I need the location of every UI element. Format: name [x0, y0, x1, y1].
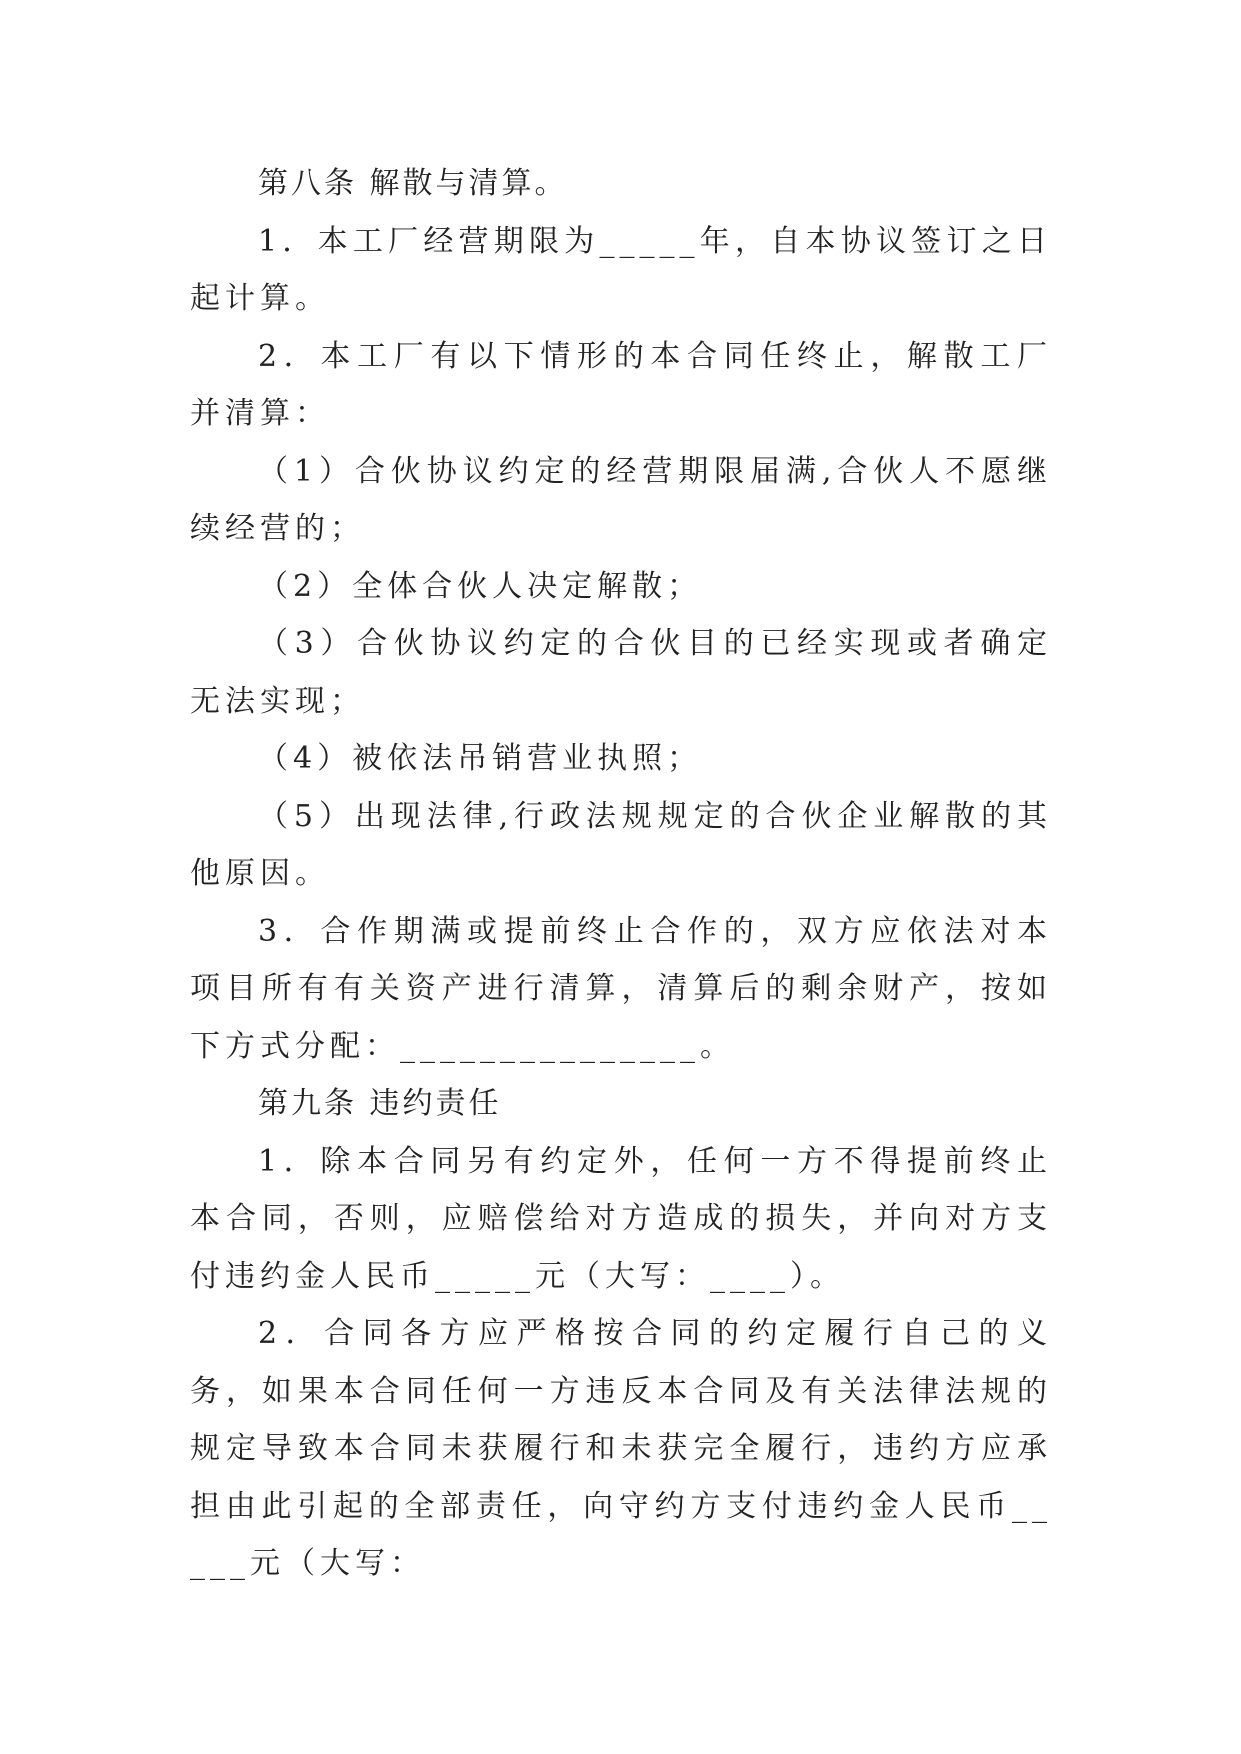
article-8-clause-3: 3．合作期满或提前终止合作的，双方应依法对本项目所有有关资产进行清算，清算后的剩余财产，按如下方式分配：_______________。 — [190, 913, 1052, 1064]
document-body — [190, 155, 1052, 1593]
article-9-title: 第九条 违约责任 — [258, 1086, 502, 1121]
article-8-clause-1: 1．本工厂经营期限为_____年，自本协议签订之日起计算。 — [190, 223, 1052, 316]
article-8-item-4: （4）被依法吊销营业执照； — [258, 741, 703, 776]
article-8-item-1: （1）合伙协议约定的经营期限届满,合伙人不愿继续经营的； — [190, 453, 1052, 546]
article-9-clause-1: 1．除本合同另有约定外，任何一方不得提前终止本合同，否则，应赔偿给对方造成的损失，并向对方支付违约金人民币_____元（大写：____）。 — [190, 1143, 1052, 1294]
article-8-item-5: （5）出现法律,行政法规规定的合伙企业解散的其他原因。 — [190, 798, 1052, 891]
article-8-item-3: （3）合伙协议约定的合伙目的已经实现或者确定无法实现； — [190, 626, 1052, 719]
article-8-title: 第八条 解散与清算。 — [258, 166, 568, 201]
article-8-clause-2: 2．本工厂有以下情形的本合同任终止，解散工厂并清算： — [190, 338, 1052, 431]
article-9-clause-2: 2．合同各方应严格按合同的约定履行自己的义务，如果本合同任何一方违反本合同及有关法律法规的规定导致本合同未获履行和未获完全履行，违约方应承担由此引起的全部责任，向守约方支付违约金人民币_____元（大写： — [190, 1316, 1052, 1581]
article-8-item-2: （2）全体合伙人决定解散； — [258, 568, 703, 604]
